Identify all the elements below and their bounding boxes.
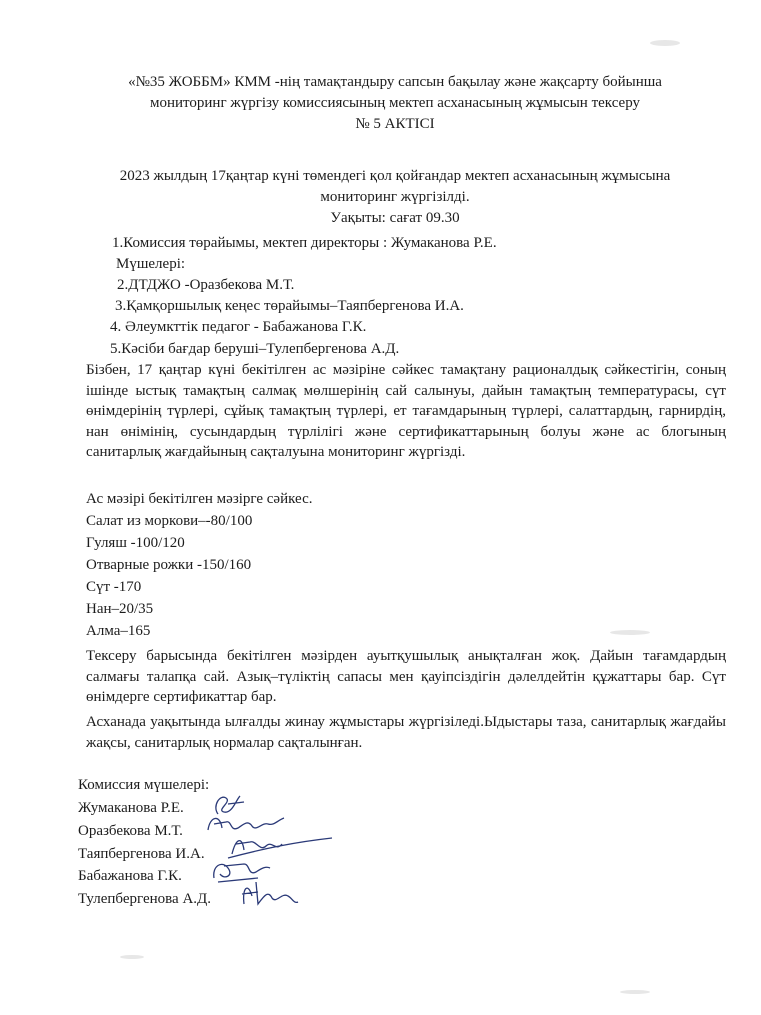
menu-item: Отварные рожки -150/160 bbox=[86, 557, 252, 573]
member-item: 3.Қамқоршылық кеңес төрайымы–Таяпбергенова И.А. bbox=[115, 298, 464, 314]
signature-name: Оразбекова М.Т. bbox=[78, 823, 183, 839]
scan-noise bbox=[650, 40, 680, 46]
scan-noise bbox=[620, 990, 650, 994]
title-line-2: мониторинг жүргізу комиссиясының мектеп асханасының жұмысын тексеру bbox=[149, 95, 640, 111]
handwritten-signature bbox=[234, 876, 304, 910]
inspection-time: Уақыты: сағат 09.30 bbox=[330, 210, 460, 226]
paragraph-sanitary: Асханада уақытында ылғалды жинау жұмыстары жүргізіледі.Ыдыстары таза, санитарлық жағдайы жақсы, санитарлық нормалар сақталынған. bbox=[86, 714, 726, 751]
paragraph-monitoring: Бізбен, 17 қаңтар күні бекітілген ас мәзіріне сәйкес тамақтану рационалдық сәйкестігін, соның ішінде ыстық тамақтың салмақ мөлшерінің сай салынуы, дайын тамақтың температурасы, сүт өнімдерінің түрлері, сұйық тамақтың түрлері, ет тағамдарының түрлері, салаттардың, гарнирдің, нан өнімінің, сусындардың түрлілігі және сертификаттарының болуы және ас блогының санитарлық жағдайының сақталуына мониторинг жүргізді. bbox=[86, 362, 726, 460]
signature-name: Тулепбергенова А.Д. bbox=[78, 891, 212, 907]
menu-item: Гуляш -100/120 bbox=[86, 535, 185, 551]
signature-name: Таяпбергенова И.А. bbox=[78, 846, 205, 862]
paragraph-inspection-result: Тексеру барысында бекітілген мәзірден ауытқушылық анықталған жоқ. Дайын тағамдардың салмағы талапқа сай. Азық–түліктің сапасы мен қауіпсіздігін дәлелдейтін құжаттары бар. Сүт өнімдерге сертификаттар бар. bbox=[86, 648, 726, 705]
signature-name: Жумаканова Р.Е. bbox=[78, 800, 184, 816]
member-item: 4. Әлеумкттік педагог - Бабажанова Г.К. bbox=[110, 319, 367, 335]
menu-item: Нан–20/35 bbox=[86, 601, 154, 617]
member-item: 5.Кәсіби бағдар беруші–Тулепбергенова А.Д. bbox=[110, 341, 400, 357]
title-line-1: «№35 ЖОББМ» КММ -нің тамақтандыру сапсын бақылау және жақсарту бойынша bbox=[128, 74, 662, 90]
signatures-label: Комиссия мүшелері: bbox=[78, 777, 210, 793]
menu-item: Салат из моркови–-80/100 bbox=[86, 513, 253, 529]
title-line-3: № 5 АКТІСІ bbox=[355, 116, 435, 132]
scan-noise bbox=[610, 630, 650, 635]
scan-noise bbox=[120, 955, 144, 959]
date-block bbox=[70, 166, 720, 229]
commission-chair: 1.Комиссия төрайымы, мектеп директоры : Жумаканова Р.Е. bbox=[112, 235, 497, 251]
menu-intro: Ас мәзірі бекітілген мәзірге сәйкес. bbox=[86, 491, 313, 507]
member-item: 2.ДТДЖО -Оразбекова М.Т. bbox=[117, 277, 295, 293]
document-title bbox=[70, 72, 720, 135]
menu-item: Сүт -170 bbox=[86, 579, 142, 595]
date-line-2: мониторинг жүргізілді. bbox=[320, 189, 470, 205]
signature-name: Бабажанова Г.К. bbox=[78, 868, 182, 884]
members-label: Мүшелері: bbox=[116, 256, 186, 272]
menu-item: Алма–165 bbox=[86, 623, 151, 639]
date-line-1: 2023 жылдың 17қаңтар күні төмендегі қол қойғандар мектеп асханасының жұмысына bbox=[119, 168, 671, 184]
